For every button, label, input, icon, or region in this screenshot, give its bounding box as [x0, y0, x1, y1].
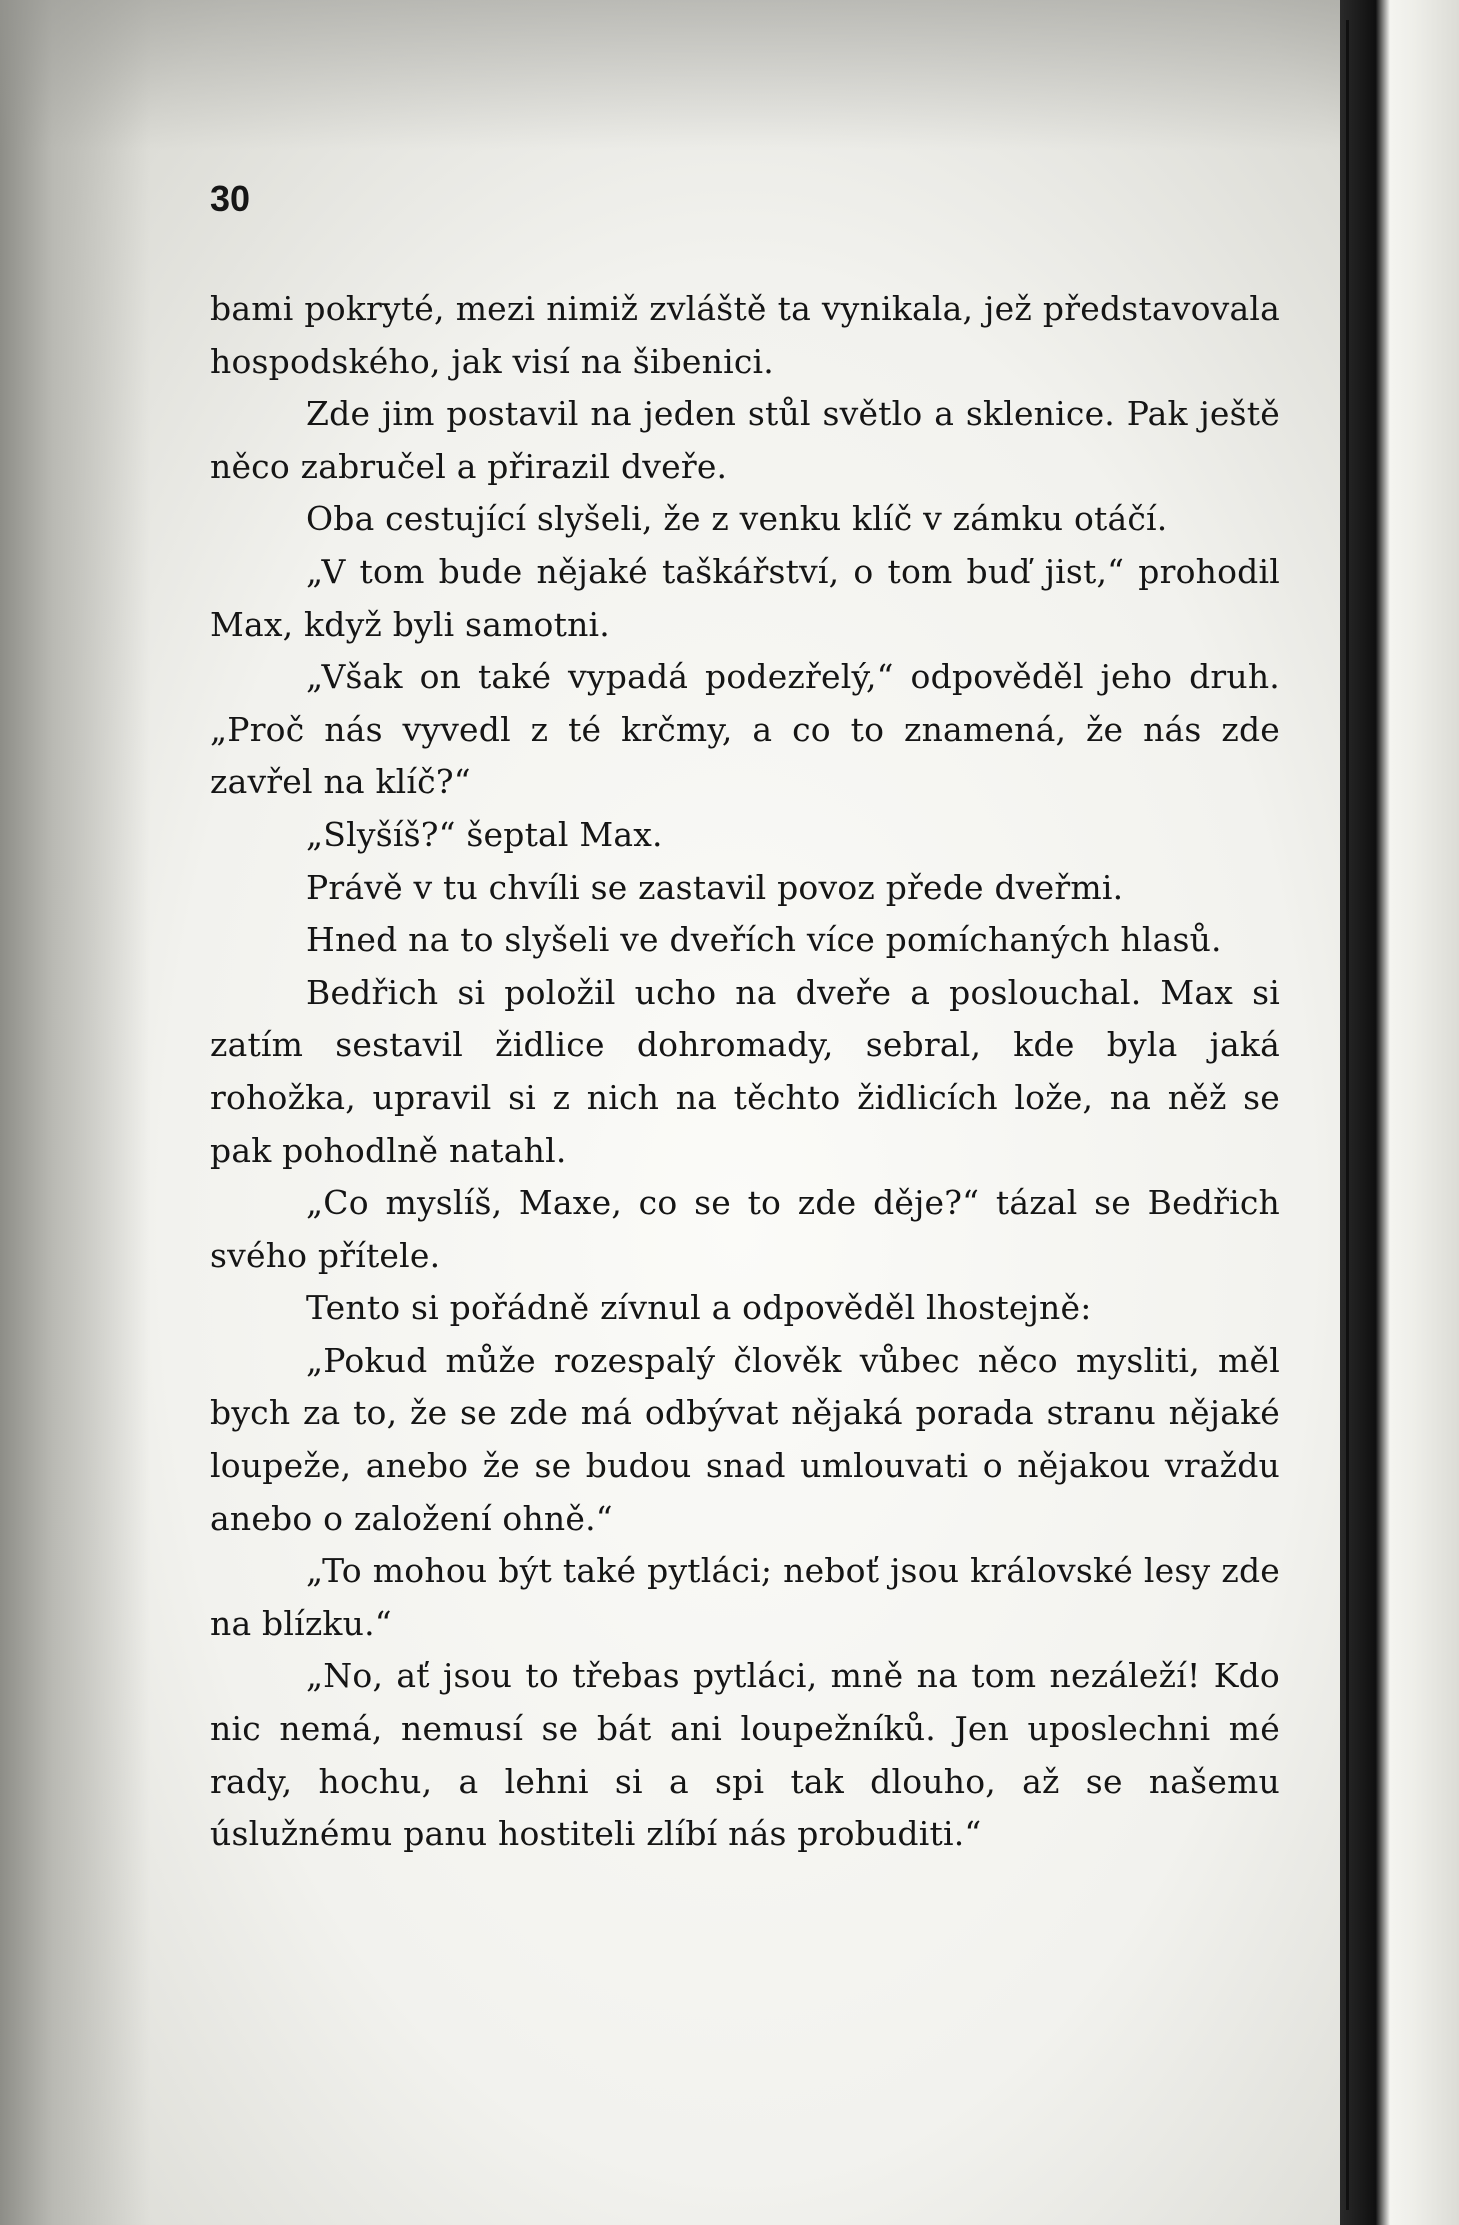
paragraph: Hned na to slyšeli ve dveřích více pomíchaných hlasů.: [306, 920, 1222, 960]
paragraph: „Slyšíš?“ šeptal Max.: [306, 814, 663, 854]
paragraph: Bedřich si položil ucho na dveře a poslouchal. Max si zatím sestavil židlice dohromady, sebral, kde byla jaká rohožka, upravil si z nich na těchto židlicích lože, na něž se pak pohodlně natahl.: [210, 972, 1280, 1170]
paragraph: „To mohou být také pytláci; neboť jsou královské lesy zde na blízku.“: [210, 1551, 1280, 1643]
paragraph: „Co myslíš, Maxe, co se to zde děje?“ tázal se Bedřich svého přítele.: [210, 1183, 1280, 1275]
book-binding-edge: [1340, 0, 1459, 2225]
paragraph: Právě v tu chvíli se zastavil povoz přede dveřmi.: [306, 867, 1124, 907]
paragraph: „Však on také vypadá podezřelý,“ odpověděl jeho druh. „Proč nás vyvedl z té krčmy, a co to znamená, že nás zde zavřel na klíč?“: [210, 657, 1280, 802]
paragraph: Oba cestující slyšeli, že z venku klíč v zámku otáčí.: [306, 499, 1168, 539]
page-shadow-left: [0, 0, 150, 2225]
paragraph: Zde jim postavil na jeden stůl světlo a sklenice. Pak ještě něco zabručel a přirazil dveře.: [210, 394, 1280, 486]
paragraph: „No, ať jsou to třebas pytláci, mně na tom nezáleží! Kdo nic nemá, nemusí se bát ani loupežníků. Jen uposlechni mé rady, hochu, a lehni si a spi tak dlouho, až se našemu úslužnému panu hostiteli zlíbí nás probuditi.“: [210, 1656, 1280, 1854]
page-shadow-top: [0, 0, 1340, 150]
paragraph: „Pokud může rozespalý člověk vůbec něco mysliti, měl bych za to, že se zde má odbývat nějaká porada stranu nějaké loupeže, anebo že se budou snad umlouvati o nějakou vraždu anebo o založení ohně.“: [210, 1340, 1280, 1538]
binding-line: [1346, 20, 1349, 2210]
paragraph: Tento si pořádně zívnul a odpověděl lhostejně:: [306, 1288, 1092, 1328]
paragraph: bami pokryté, mezi nimiž zvláště ta vynikala, jež představovala hospodského, jak visí na šibenici.: [210, 289, 1280, 381]
page-number: 30: [210, 178, 251, 219]
body-text: [210, 283, 1280, 1861]
paragraph: „V tom bude nějaké taškářství, o tom buď jist,“ prohodil Max, když byli samotni.: [210, 551, 1280, 644]
